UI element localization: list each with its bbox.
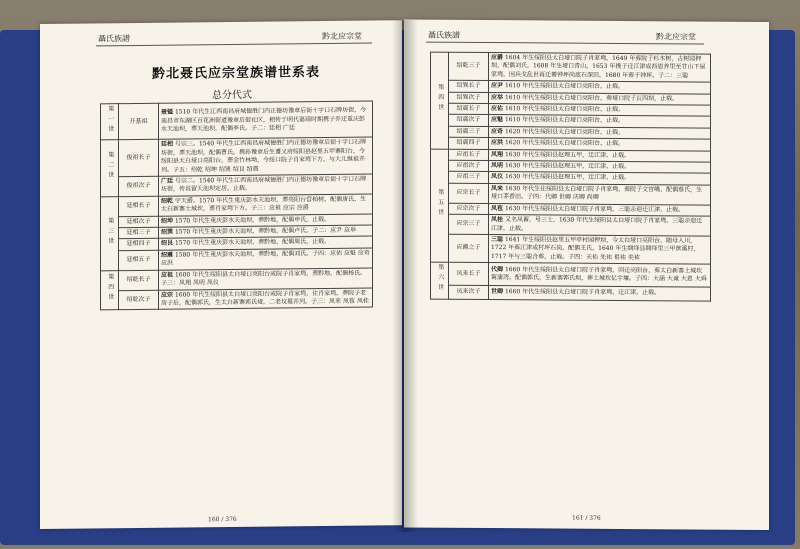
relation-cell: 绍乾次子: [119, 290, 159, 310]
person-bio: 1620 年代生绥阳县太白垭口亮阳台，止载。: [504, 139, 625, 148]
bio-cell: [159, 101, 373, 140]
person-name: 聂镒: [161, 108, 174, 116]
subtitle: 总分代式: [212, 89, 252, 102]
bio-cell: [489, 263, 711, 288]
bio-cell: [159, 268, 373, 290]
person-bio: 1510 年代生江西南昌府城德胜门内正德坊豫章后街十字口石牌坊街，今南昌市东湖区百花洲街道豫章后街社区，相传于明代嘉靖时期携子乔迁重庆彭水天池坝，葬天池坝，配偶李氏。子二：廷相 广廷: [161, 106, 367, 133]
bio-cell: [159, 248, 373, 270]
header-rule: [96, 43, 372, 47]
page-number: 161 / 376: [572, 514, 601, 522]
person-bio: 字天爵。1570 年代生重庆彭水天池坝，葬亮阳台营柏树，配偶唐氏，生太白新寨土城坎，葬肖家塆下方。子三：应祖 应宗 应爵: [161, 195, 367, 213]
header-book-name: 聶氏族譜: [428, 30, 460, 40]
table-row: [101, 101, 373, 140]
person-name: 应爵: [491, 54, 504, 62]
relation-cell: 廷相长子: [119, 196, 159, 216]
generation-label: [101, 104, 119, 141]
table-row: [431, 285, 711, 300]
page-title: 黔北聂氏应宗堂族谱世系表: [152, 65, 321, 82]
person-name: 凤桂: [491, 216, 504, 224]
person-bio: 1630 年代生绥阳县赵理五甲，迁江津，止载。: [504, 173, 631, 182]
person-name: 应佑: [491, 105, 504, 113]
person-bio: 1630 年代生绥阳县赵理五甲，迁江津，止载。: [504, 150, 631, 159]
bio-cell: [159, 194, 373, 216]
relation-cell: 廷相五子: [119, 250, 159, 270]
person-bio: 1620 年代生绥阳县太白垭口亮阳台，止载。: [504, 128, 625, 136]
relation-cell: 绍震三子: [449, 126, 489, 138]
page-number: 160 / 376: [208, 515, 237, 524]
relation-cell: 应宗次子: [449, 203, 489, 215]
table-row: [431, 262, 711, 287]
person-name: 凤翔: [491, 150, 504, 158]
relation-cell: 应宗长子: [449, 183, 489, 203]
person-name: 廷相: [161, 141, 174, 149]
person-name: 凤仪: [491, 173, 504, 181]
person-name: 凤来: [491, 184, 504, 193]
generation-label: [431, 52, 449, 149]
header-hall-name: 黔北应宗堂: [322, 31, 362, 42]
bio-cell: [159, 174, 373, 196]
person-bio: 1610 年代生绥阳县太白垭口亮阳台，止载。: [504, 82, 625, 91]
person-name: 世卿: [491, 288, 504, 296]
left-page: [40, 20, 402, 529]
relation-cell: 廷相三子: [119, 227, 159, 239]
person-name: 绍震: [161, 251, 174, 259]
person-name: 绍坤: [161, 217, 174, 225]
relation-cell: 应宗三子: [449, 214, 489, 234]
person-name: 应举: [491, 93, 504, 101]
person-name: 代卿: [491, 265, 504, 273]
person-name: 绍乾: [161, 197, 174, 205]
person-bio: 1641 年生绥阳县赵里五甲亭村园押坝，今太白垭口亮阳台，随母入川，1722 年葬江津成村坪石岗，配偶王氏，1640 年生绸绎县绸绎里三甲黄溪村，1717 年与三聪合葬，止载。子四：天佑 先祐 祖祐 美祐: [491, 236, 700, 261]
generation-label-text: 第三世: [106, 216, 114, 247]
generation-label: [431, 149, 449, 263]
person-bio: 号宗三。1540 年代生江西南昌府城德胜门内正德坊豫章后街十字口石牌坊街，葬天池坝，配偶曹氏。携孙豫章后生遷又府绥阳县赵里五甲寨阳台，今绥阳县太白垭口亮阳台，葬金竹林坳，今绥口院子肖家塆下方，与大儿继祖并列。子五：绍乾 绍坤 绍巽 绍艮 绍震: [161, 138, 367, 174]
relation-cell: 绍巽长子: [449, 80, 489, 92]
table-row: [101, 288, 373, 311]
bio-cell: [489, 286, 711, 301]
relation-cell: 廷相四子: [119, 239, 159, 251]
person-bio: 又名凤蓄，号三士，1630 年代生绥阳县太白垭口院子肖家塆，三聪亲迎迁江津，止载。: [491, 216, 703, 232]
generation-label-text: 第五世: [436, 188, 444, 219]
generation-label-text: 第二世: [106, 151, 114, 182]
bio-cell: [489, 53, 711, 83]
person-bio: 1660 年代生绥阳县太白垭口院子肖家塆，迁江津，止载。: [504, 288, 661, 297]
lineage-table-right: [430, 52, 711, 301]
person-bio: 1570 年代生重庆彭水天池坝，葬黔地，配偶申氏，止载。: [174, 215, 331, 225]
generation-label: [101, 140, 119, 197]
bio-cell: [489, 234, 711, 264]
bio-cell: [159, 288, 373, 310]
relation-cell: 俊祖长子: [119, 140, 159, 177]
relation-cell: 廷相次子: [119, 216, 159, 228]
header-book-name: 聶氏族譜: [98, 34, 130, 44]
bio-cell: [489, 215, 711, 236]
generation-label: [101, 197, 119, 271]
person-name: 应魁: [491, 116, 504, 124]
person-name: 绍巽: [161, 228, 174, 236]
person-name: 三聪: [491, 235, 504, 244]
lineage-table-left: [100, 101, 373, 311]
generation-label-text: 第一世: [106, 105, 114, 136]
person-bio: 1570 年代生重庆彭水天池坝，葬黔地，配偶卢氏。子二：应尹 应举: [174, 226, 357, 236]
relation-cell: 凤来次子: [449, 285, 489, 299]
relation-cell: 绍乾三子: [449, 52, 489, 80]
person-bio: 1610 年代生绥阳县太白垭口亮阳台，葬垭口院子瓦四坝，止载。: [504, 93, 679, 102]
relation-cell: 俊祖次子: [119, 176, 159, 196]
person-name: 凤明: [491, 162, 504, 170]
person-bio: 1630 年代生绥阳县赵理五甲，迁江津，止载。: [504, 162, 631, 171]
relation-cell: 应爵之子: [449, 234, 489, 262]
relation-cell: 绍巽次子: [449, 92, 489, 104]
person-bio: 1630 年代生绥阳县太白垭口院子肖家塆，三聪亲迎迁江津，止载。: [504, 204, 685, 214]
person-bio: 1610 年代生绥阳县太白垭口亮阳台，止载。: [504, 116, 625, 125]
person-name: 应尹: [491, 82, 504, 90]
generation-label-text: 第四世: [436, 83, 444, 114]
table-row: [431, 214, 711, 236]
table-row: [431, 183, 711, 205]
person-bio: 1660 年代生绥阳县太白垭口院子肖家塆，回迁亮阳台，葬太白新寨土城坎篱蒲湾，配偶郭氏，生新寨郭氏坝，葬土城坎亿字堰。子四：大涵 大诚 大恩 大舜: [491, 265, 707, 283]
person-bio: 1600 年代生绥阳县太白垭口亮阳台或院子肖家塆，葬黔地，配偶杨氏。子三：凤翔 凤明 凤仪: [161, 269, 367, 287]
person-bio: 号宗二。1540 年代生江西南昌府城德胜门内正德坊豫章后街十字口石牌坊街，传说留天池坝定居，止载。: [161, 175, 367, 194]
relation-cell: 开基祖: [119, 103, 159, 140]
generation-label-text: 第六世: [436, 263, 444, 294]
person-bio: 1600 年代生绥阳县太白垭口亮阳台或院子肖家塆，住肖家塆，葬院子老房子后，配偶郭氏，生太白新寨郭氏垭，二老坟墓并列。子三：凤来 凤苞 凤桂: [161, 289, 369, 307]
person-bio: 1604 年生绥阳县太白垭口院子肖家塆，1649 年葬院子杉木树，古树园押坝，配偶刘氏，1608 年生垭口青山，1653 年携子迁江津成西恩养里至甘山下屋家塆，因兵戈乱世再迁綦钟坪尚底石深田，1680 年葬于钟坪。子二：三聪: [491, 54, 706, 80]
person-bio: 1580 年代生重庆彭水天池坝，葬黔地，配偶刘氏。子四：应佑 应魁 应奇 应洪: [161, 249, 370, 268]
person-name: 凤苞: [491, 204, 504, 212]
person-bio: 1570 年代生重庆彭水天池坝，葬黔地，配偶周氏，止载。: [174, 238, 331, 248]
person-name: 应祖: [161, 271, 174, 279]
relation-cell: 应祖次子: [449, 160, 489, 172]
generation-label-text: 第四世: [106, 273, 114, 304]
person-name: 绍艮: [161, 240, 174, 248]
person-bio: 1630 年代生住绥阳县太白垭口院子肖家塆，葬院子文官嘴，配偶蔡氏，生垭口茅香田。子四：代卿 世卿 庆卿 尚卿: [491, 185, 703, 202]
relation-cell: 应祖三子: [449, 172, 489, 184]
book-spine: [392, 20, 418, 532]
person-bio: 1610 年代生绥阳县太白垭口亮阳台，止载。: [504, 105, 625, 114]
person-name: 广廷: [161, 177, 174, 185]
person-name: 应奇: [491, 127, 504, 135]
relation-cell: 绍乾长子: [119, 270, 159, 290]
relation-cell: 凤来长子: [449, 262, 489, 285]
right-page: [404, 19, 769, 530]
relation-cell: 绍震长子: [449, 103, 489, 115]
relation-cell: 绍震次子: [449, 115, 489, 127]
bio-cell: [159, 137, 373, 176]
header-hall-name: 黔北应宗堂: [656, 32, 696, 42]
bio-cell: [489, 183, 711, 204]
person-name: 应洪: [491, 139, 504, 147]
table-row: [431, 234, 711, 264]
table-row: [101, 137, 373, 176]
relation-cell: 绍震四子: [449, 138, 489, 150]
person-name: 应宗: [161, 291, 174, 299]
generation-label: [101, 270, 119, 310]
relation-cell: 应祖长子: [449, 149, 489, 161]
generation-label: [431, 262, 449, 299]
table-row: [431, 52, 711, 82]
